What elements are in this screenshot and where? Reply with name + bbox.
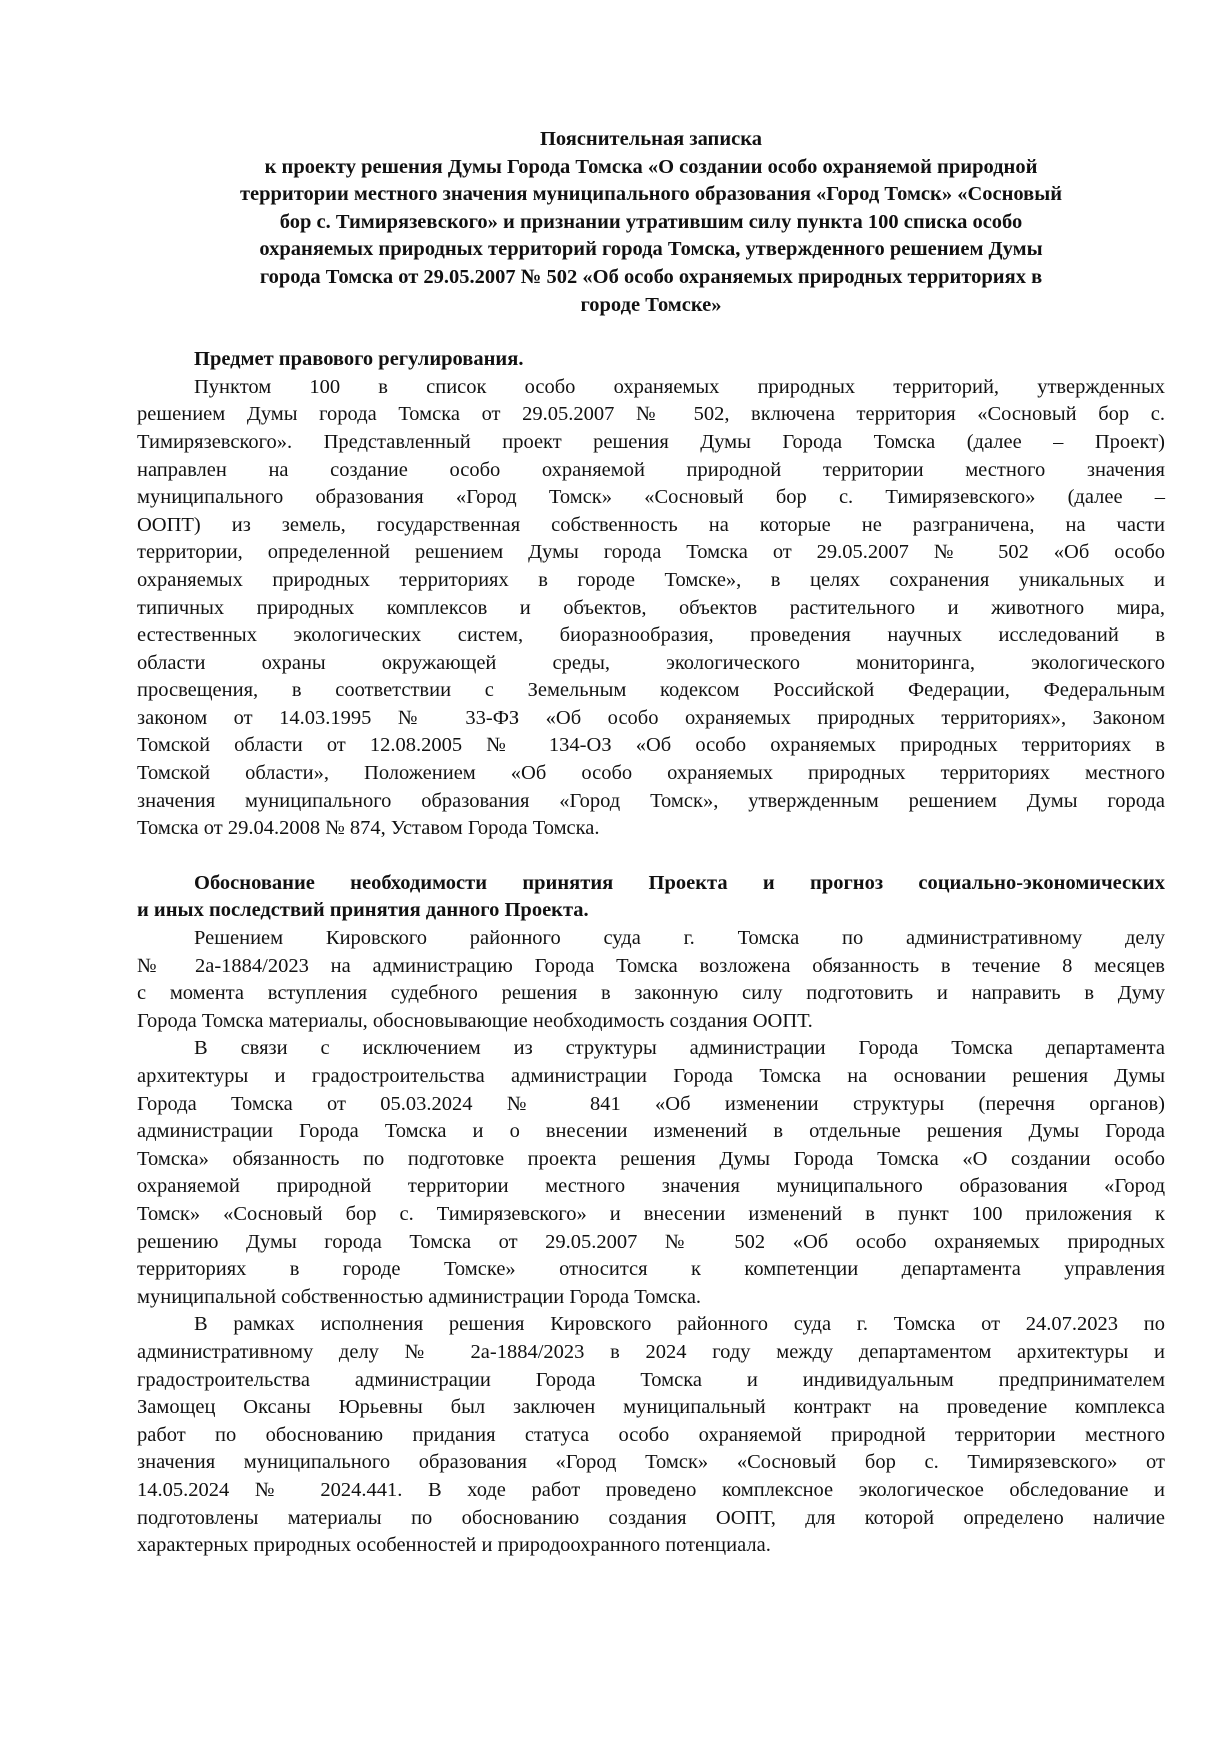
paragraph-line: Томска от 29.04.2008 № 874, Уставом Города Томска. xyxy=(137,817,600,840)
paragraph-line: Томска» обязанность по подготовке проекта решения Думы Города Томска «О создании особо xyxy=(137,1147,1165,1170)
paragraph-line: Томск» «Сосновый бор с. Тимирязевского» и внесении изменений в пункт 100 приложения к xyxy=(137,1202,1165,1225)
paragraph-line: с момента вступления судебного решения в законную силу подготовить и направить в Думу xyxy=(137,982,1165,1005)
paragraph-line: естественных экологических систем, биоразнообразия, проведения научных исследований в xyxy=(137,624,1165,647)
paragraph-line: муниципальной собственностью администрации Города Томска. xyxy=(137,1285,702,1308)
title-line: охраняемых природных территорий города Томска, утвержденного решением Думы xyxy=(259,238,1043,261)
title-line: городе Томске» xyxy=(580,293,722,316)
paragraph-line: направлен на создание особо охраняемой природной территории местного значения xyxy=(137,458,1165,481)
paragraph xyxy=(137,374,1165,843)
paragraph-line: охраняемых природных территориях в городе Томске», в целях сохранения уникальных и xyxy=(137,568,1165,591)
paragraph-line: В рамках исполнения решения Кировского районного суда г. Томска от 24.07.2023 по xyxy=(194,1313,1165,1336)
document-page xyxy=(137,126,1165,1560)
paragraph-line: архитектуры и градостроительства администрации Города Томска на основании решения Думы xyxy=(137,1065,1165,1087)
title-heading: Пояснительная записка xyxy=(539,128,763,150)
paragraph-line: Города Томска от 05.03.2024 № 841 «Об изменении структуры (перечня органов) xyxy=(137,1092,1165,1115)
paragraph-line: области охраны окружающей среды, экологического мониторинга, экологического xyxy=(137,651,1165,674)
paragraph-line: территории, определенной решением Думы города Томска от 29.05.2007 № 502 «Об особо xyxy=(137,541,1165,564)
paragraph-line: решению Думы города Томска от 29.05.2007 № 502 «Об особо охраняемых природных xyxy=(137,1230,1165,1253)
title-line: к проекту решения Думы Города Томска «О создании особо охраняемой природной xyxy=(264,155,1038,178)
paragraph-line: характерных природных особенностей и природоохранного потенциала. xyxy=(137,1534,771,1557)
paragraph-line: Тимирязевского». Представленный проект решения Думы Города Томска (далее – Проект) xyxy=(137,430,1165,453)
title-line: территории местного значения муниципального образования «Город Томск» «Сосновый xyxy=(239,183,1063,206)
section-subject-of-regulation xyxy=(137,346,1165,843)
paragraph xyxy=(137,925,1165,1035)
paragraph-line: Пунктом 100 в список особо охраняемых природных территорий, утвержденных xyxy=(194,375,1165,398)
paragraph-line: административному делу № 2а-1884/2023 в 2024 году между департаментом архитектуры и xyxy=(137,1340,1165,1363)
paragraph-line: законом от 14.03.1995 № 33-ФЗ «Об особо охраняемых природных территориях», Законом xyxy=(137,706,1165,729)
paragraph-line: просвещения, в соответствии с Земельным кодексом Российской Федерации, Федеральным xyxy=(137,679,1165,702)
paragraph-line: Замощец Оксаны Юрьевны был заключен муниципальный контракт на проведение комплекса xyxy=(137,1396,1165,1419)
paragraph-line: № 2а-1884/2023 на администрацию Города Томска возложена обязанность в течение 8 месяцев xyxy=(137,954,1165,977)
paragraph-line: типичных природных комплексов и объектов, объектов растительного и животного мира, xyxy=(137,596,1165,619)
paragraph-line: Томской области», Положением «Об особо охраняемых природных территориях местного xyxy=(137,762,1165,785)
paragraph-line: В связи с исключением из структуры администрации Города Томска департамента xyxy=(194,1037,1165,1060)
paragraph-line: Решением Кировского районного суда г. Томска по административному делу xyxy=(194,927,1165,950)
paragraph-line: значения муниципального образования «Город Томск», утвержденным решением Думы города xyxy=(137,789,1165,812)
paragraph-line: Города Томска материалы, обосновывающие необходимость создания ООПТ. xyxy=(137,1009,813,1032)
section-heading-line: и иных последствий принятия данного Проекта. xyxy=(137,899,589,922)
paragraph-line: градостроительства администрации Города Томска и индивидуальным предпринимателем xyxy=(137,1368,1165,1391)
paragraph-line: муниципального образования «Город Томск» «Сосновый бор с. Тимирязевского» (далее – xyxy=(137,486,1165,509)
paragraph-line: ООПТ) из земель, государственная собственность на которые не разграничена, на части xyxy=(137,513,1165,536)
section-heading-line: Предмет правового регулирования. xyxy=(194,348,524,371)
section-heading xyxy=(137,346,1165,374)
title-line: города Томска от 29.05.2007 № 502 «Об особо охраняемых природных территориях в xyxy=(259,265,1043,288)
paragraph-line: охраняемой природной территории местного значения муниципального образования «Город xyxy=(137,1175,1165,1198)
title-line: бор с. Тимирязевского» и признании утратившим силу пункта 100 списка особо xyxy=(279,210,1023,233)
paragraph-line: значения муниципального образования «Город Томск» «Сосновый бор с. Тимирязевского» от xyxy=(137,1451,1165,1474)
paragraph xyxy=(137,1035,1165,1311)
paragraph-line: Томской области от 12.08.2005 № 134-ОЗ «Об особо охраняемых природных территориях в xyxy=(137,734,1165,757)
paragraph-line: 14.05.2024 № 2024.441. В ходе работ проведено комплексное экологическое обследование и xyxy=(137,1478,1165,1501)
section-heading-line: Обоснование необходимости принятия Проекта и прогноз социально-экономических xyxy=(194,871,1165,894)
paragraph-line: подготовлены материалы по обоснованию создания ООПТ, для которой определено наличие xyxy=(137,1506,1165,1529)
paragraph-line: территориях в городе Томске» относится к компетенции департамента управления xyxy=(137,1258,1165,1281)
document-title xyxy=(137,126,1165,319)
section-justification xyxy=(137,870,1165,1560)
paragraph-line: решением Думы города Томска от 29.05.2007 № 502, включена территория «Сосновый бор с. xyxy=(137,403,1165,426)
paragraph xyxy=(137,1311,1165,1559)
paragraph-line: работ по обоснованию придания статуса особо охраняемой природной территории местного xyxy=(137,1423,1165,1446)
paragraph-line: администрации Города Томска и о внесении изменений в отдельные решения Думы Города xyxy=(137,1120,1165,1143)
section-heading xyxy=(137,870,1165,925)
